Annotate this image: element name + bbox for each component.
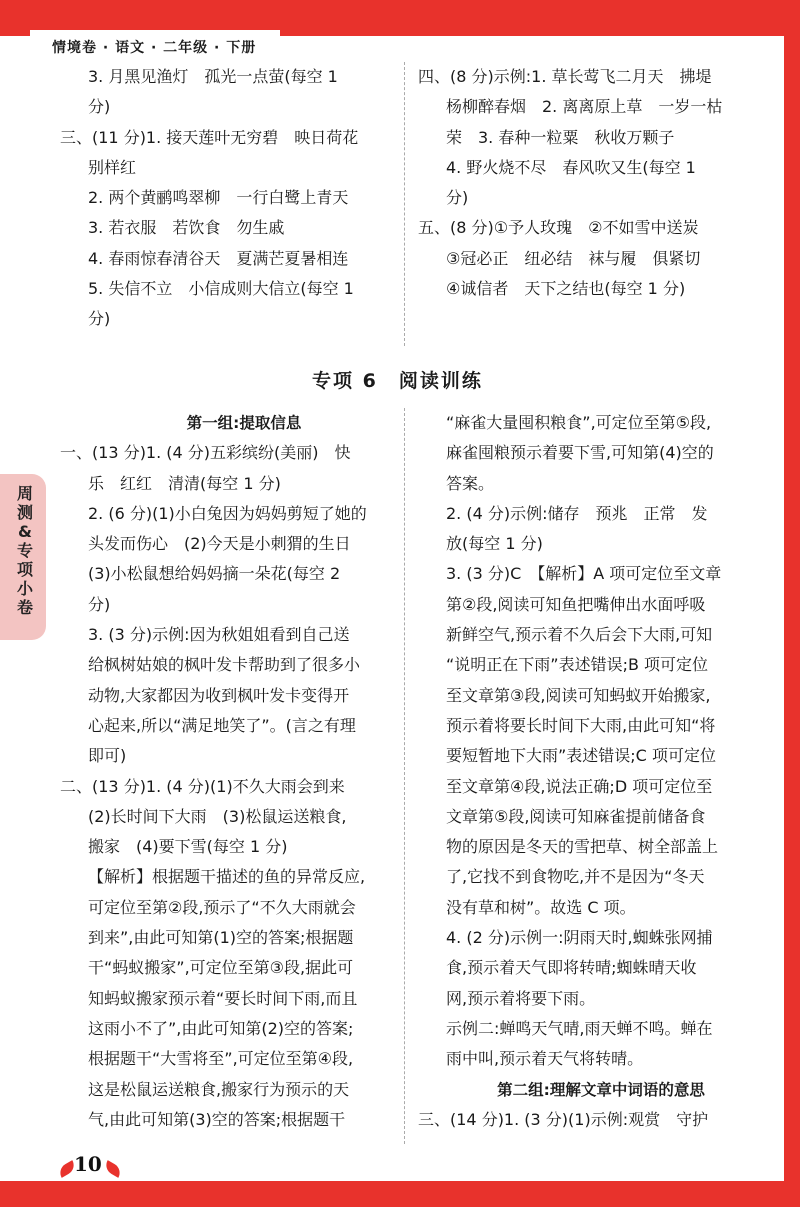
text-line: 一、(13 分)1. (4 分)五彩缤纷(美丽) 快: [60, 443, 351, 463]
leaf-icon: [103, 1160, 124, 1178]
top-column-divider: [404, 62, 405, 346]
text-line: 至文章第④段,说法正确;D 项可定位至: [446, 776, 713, 796]
text-line: 3. 若衣服 若饮食 勿生戚: [88, 218, 285, 238]
text-line: 放(每空 1 分): [446, 534, 543, 554]
text-line: 【解析】根据题干描述的鱼的异常反应,: [88, 867, 366, 887]
text-line: 2. (4 分)示例:储存 预兆 正常 发: [446, 503, 708, 523]
text-line: (3)小松鼠想给妈妈摘一朵花(每空 2: [88, 564, 341, 584]
text-line: 分): [88, 594, 111, 614]
page-number: 10: [74, 1152, 102, 1176]
text-line: 五、(8 分)①予人玫瑰 ②不如雪中送炭: [418, 218, 699, 238]
text-line: 预示着将要长时间下大雨,由此可知“将: [446, 715, 716, 735]
text-line: 这是松鼠运送粮食,搬家行为预示的天: [88, 1079, 350, 1099]
text-line: 3. (3 分)示例:因为秋姐姐看到自己送: [88, 625, 350, 645]
text-line: 乐 红红 清清(每空 1 分): [88, 473, 281, 493]
text-line: 四、(8 分)示例:1. 草长莺飞二月天 拂堤: [418, 67, 712, 86]
text-line: 气,由此可知第(3)空的答案;根据题干: [88, 1109, 346, 1129]
text-line: 4. 春雨惊春清谷天 夏满芒夏暑相连: [88, 248, 349, 268]
text-line: 二、(13 分)1. (4 分)(1)不久大雨会到来: [60, 776, 345, 796]
header-title: 情境卷 · 语文 · 二年级 · 下册: [52, 40, 257, 56]
text-line: 示例二:蝉鸣天气晴,雨天蝉不鸣。蝉在: [446, 1018, 713, 1038]
text-line: 至文章第③段,阅读可知蚂蚁开始搬家,: [446, 685, 711, 705]
top-left-column: [60, 62, 400, 335]
text-line: 文章第⑤段,阅读可知麻雀提前储备食: [446, 806, 706, 826]
text-line: 雨中叫,预示着天气将转晴。: [446, 1049, 644, 1069]
text-line: 答案。: [446, 473, 495, 493]
bottom-right-column: [418, 408, 784, 1135]
group-title: 第二组:理解文章中词语的意思: [497, 1080, 705, 1099]
text-line: 要短暂地下大雨”表述错误;C 项可定位: [446, 746, 716, 766]
text-line: 第②段,阅读可知鱼把嘴伸出水面呼吸: [446, 594, 706, 614]
text-line: ③冠必正 纽必结 袜与履 俱紧切: [446, 248, 701, 268]
text-line: 这雨小不了”,由此可知第(2)空的答案;: [88, 1018, 354, 1038]
side-tab-label: 周测&专项小卷: [16, 484, 33, 617]
text-line: 搬家 (4)要下雪(每空 1 分): [88, 837, 288, 857]
text-line: 了,它找不到食物吃,并不是因为“冬天: [446, 867, 705, 887]
text-line: “说明正在下雨”表述错误;B 项可定位: [446, 655, 709, 675]
bottom-red-frame: [0, 1181, 800, 1207]
text-line: 4. (2 分)示例一:阴雨天时,蜘蛛张网捕: [446, 928, 713, 948]
text-line: 4. 野火烧不尽 春风吹又生(每空 1: [446, 157, 696, 177]
top-right-column: [418, 62, 784, 304]
text-line: 三、(11 分)1. 接天莲叶无穷碧 映日荷花: [60, 127, 359, 147]
text-line: 食,预示着天气即将转晴;蜘蛛晴天收: [446, 958, 697, 978]
text-line: 三、(14 分)1. (3 分)(1)示例:观赏 守护: [418, 1109, 709, 1129]
text-line: (2)长时间下大雨 (3)松鼠运送粮食,: [88, 806, 347, 826]
text-line: 分): [446, 188, 469, 208]
text-line: 给枫树姑娘的枫叶发卡帮助到了很多小: [88, 655, 361, 675]
text-line: 可定位至第②段,预示了“不久大雨就会: [88, 897, 356, 917]
text-line: 心起来,所以“满足地笑了”。(言之有理: [88, 715, 356, 735]
text-line: 头发而伤心 (2)今天是小刺猬的生日: [88, 534, 351, 554]
text-line: 5. 失信不立 小信成则大信立(每空 1: [88, 279, 354, 299]
text-line: 物的原因是冬天的雪把草、树全部盖上: [446, 837, 719, 857]
bottom-left-column: [60, 408, 400, 1135]
group-title: 第一组:提取信息: [186, 414, 302, 432]
text-line: 3. (3 分)C 【解析】A 项可定位至文章: [446, 564, 722, 584]
text-line: 杨柳醉春烟 2. 离离原上草 一岁一枯: [446, 97, 723, 117]
text-line: 荣 3. 春种一粒粟 秋收万颗子: [446, 127, 675, 147]
text-line: 分): [88, 97, 111, 117]
right-red-frame: [784, 0, 800, 1207]
text-line: 2. 两个黄鹂鸣翠柳 一行白鹭上青天: [88, 188, 349, 208]
text-line: 分): [88, 309, 111, 329]
text-line: 麻雀囤粮预示着要下雪,可知第(4)空的: [446, 443, 714, 463]
text-line: 新鲜空气,预示着不久后会下大雨,可知: [446, 625, 713, 645]
text-line: ④诚信者 天下之结也(每空 1 分): [446, 279, 686, 299]
section-title: 专项 6 阅读训练: [312, 370, 483, 392]
text-line: 知蚂蚁搬家预示着“要长时间下雨,而且: [88, 988, 358, 1008]
text-line: 干“蚂蚁搬家”,可定位至第③段,据此可: [88, 958, 354, 978]
text-line: 3. 月黑见渔灯 孤光一点萤(每空 1: [88, 67, 338, 86]
text-line: “麻雀大量囤积粮食”,可定位至第⑤段,: [446, 413, 712, 432]
text-line: 到来”,由此可知第(1)空的答案;根据题: [88, 928, 354, 948]
text-line: 动物,大家都因为收到枫叶发卡变得开: [88, 685, 350, 705]
text-line: 2. (6 分)(1)小白兔因为妈妈剪短了她的: [88, 503, 367, 523]
bottom-column-divider: [404, 408, 405, 1144]
text-line: 即可): [88, 746, 127, 766]
text-line: 没有草和树”。故选 C 项。: [446, 897, 636, 917]
text-line: 别样红: [88, 157, 137, 177]
text-line: 网,预示着将要下雨。: [446, 988, 596, 1008]
text-line: 根据题干“大雪将至”,可定位至第④段,: [88, 1049, 354, 1069]
